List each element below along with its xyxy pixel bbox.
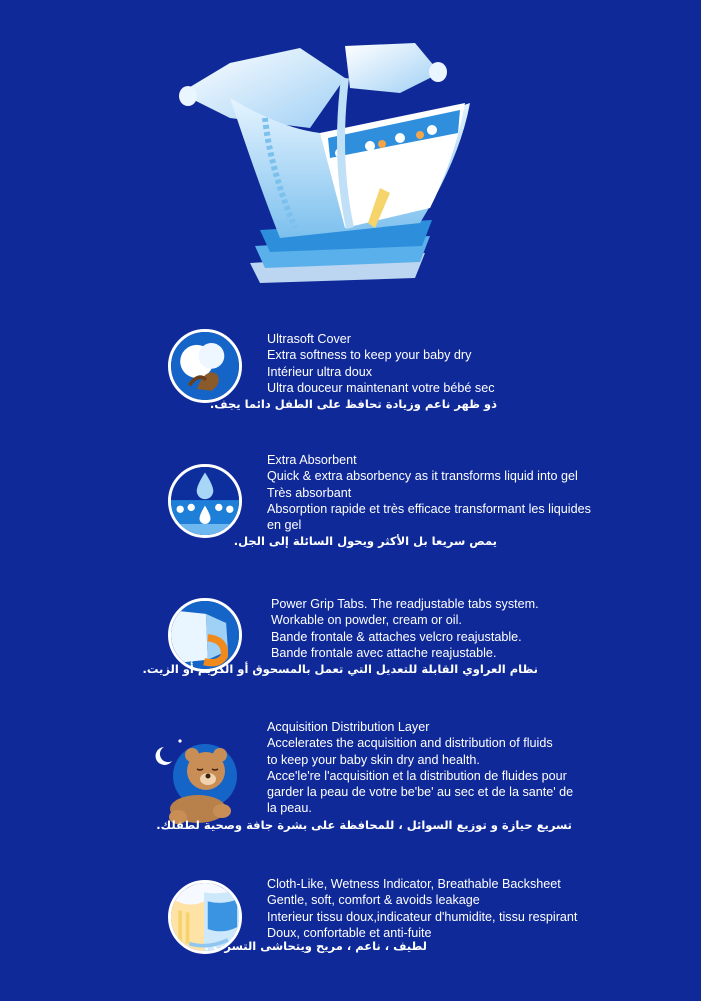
feature-line: Très absorbant <box>267 485 352 500</box>
feature-line: Intérieur ultra doux <box>267 364 373 379</box>
feature-title: Extra Absorbent <box>267 453 357 467</box>
feature-line: Acce'le're l'acquisition et la distribution de fluides pour garder la peau de votre be'be' au sec et de la sante' de la peau. <box>267 768 574 816</box>
diaper-illustration <box>170 38 470 283</box>
feature-line: to keep your baby skin dry and health. <box>267 752 480 767</box>
feature-arabic: نظام العراوي القابلة للتعديل التي تعمل بالمسحوق أو الكريم أو الزيت. <box>142 662 538 677</box>
feature-title: Ultrasoft Cover <box>267 332 351 346</box>
feature-arabic: لطيف ، ناعم ، مريح ويتحاشى التسرب . <box>204 939 427 954</box>
feature-arabic: يمص سريعا بل الأكثر ويحول السائلة إلى الجل. <box>233 534 497 549</box>
feature-line: Quick & extra absorbency as it transforms liquid into gel <box>267 469 578 484</box>
feature-text <box>204 876 607 954</box>
feature-line: Ultra douceur maintenant votre bébé sec <box>267 380 495 395</box>
cotton-icon <box>168 329 242 403</box>
feature-line: Doux, confortable et anti-fuite <box>267 925 432 940</box>
feature-title: Acquisition Distribution Layer <box>267 720 430 734</box>
feature-title: Power Grip Tabs. The readjustable tabs system. <box>271 597 539 611</box>
water-drop-icon <box>168 464 242 538</box>
feature-arabic: تسريع حيازة و توزيع السوائل ، للمحافظة على بشرة جافة وصحية لطفلك. <box>156 817 572 832</box>
feature-title: Cloth-Like, Wetness Indicator, Breathable Backsheet <box>267 877 561 891</box>
feature-text <box>233 452 607 550</box>
feature-line: Extra softness to keep your baby dry <box>267 348 472 363</box>
feature-text <box>156 719 607 833</box>
feature-line: Workable on powder, cream or oil. <box>271 613 462 628</box>
feature-line: Interieur tissu doux,indicateur d'humidite, tissu respirant <box>267 909 578 924</box>
feature-line: Bande frontale avec attache reajustable. <box>271 645 497 660</box>
feature-line: Absorption rapide et très efficace transformant les liquides en gel <box>267 501 591 533</box>
feature-arabic: ذو ظهر ناعم وزيادة تحافظ على الطفل دائما يجف. <box>209 397 497 412</box>
feature-line: Accelerates the acquisition and distribution of fluids <box>267 736 553 751</box>
feature-text <box>209 331 607 412</box>
feature-text <box>142 596 611 677</box>
feature-line: Bande frontale & attaches velcro reajustable. <box>271 629 522 644</box>
feature-line: Gentle, soft, comfort & avoids leakage <box>267 893 480 908</box>
